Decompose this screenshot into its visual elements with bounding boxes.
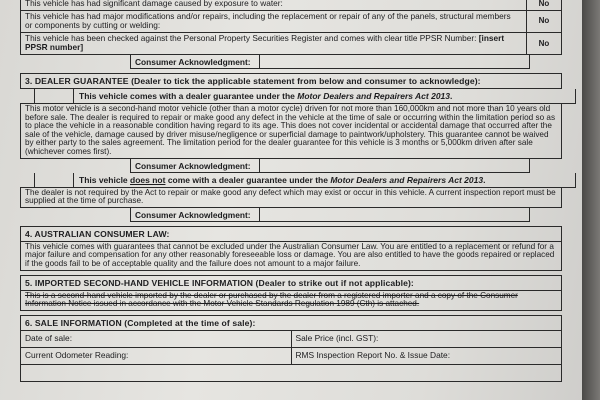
date-of-sale-field[interactable]: Date of sale:	[25, 332, 73, 343]
section-6-heading: 6. SALE INFORMATION (Completed at the time of sale):	[20, 315, 562, 331]
form-row-ppsr	[20, 33, 562, 55]
sale-info-row-2	[20, 348, 562, 365]
section-5-paragraph: This is a second-hand vehicle imported by the dealer or purchased by the dealer from a registered importer and a copy of the Consumer Information Notice issued in accordance with the Motor Vehicle Standards Regulation 1989 (Cth) is attached.	[20, 290, 562, 311]
sale-info-row-3	[20, 365, 562, 382]
sale-info-row-1	[20, 331, 562, 348]
option-2-label: This vehicle does not come with a dealer guarantee under the Motor Dealers and Repairers Act 2013.	[79, 174, 486, 185]
row-value: No	[526, 0, 561, 10]
consumer-acknowledgment-3	[130, 208, 530, 222]
odometer-field[interactable]: Current Odometer Reading:	[25, 349, 129, 360]
option-1-label: This vehicle comes with a dealer guarantee under the Motor Dealers and Repairers Act 2013.	[79, 90, 453, 101]
option-1-checkbox[interactable]	[35, 89, 74, 103]
row-value: No	[526, 11, 561, 32]
section-3-paragraph-2: The dealer is not required by the Act to repair or make good any defect which may exist or occur in this vehicle. A current inspection report must be supplied at the time of purchase.	[20, 187, 562, 208]
section-5-heading: 5. IMPORTED SECOND-HAND VEHICLE INFORMATION (Dealer to strike out if not applicable):	[20, 275, 562, 291]
section-3-heading: 3. DEALER GUARANTEE (Dealer to tick the applicable statement from below and consumer to acknowledge):	[20, 73, 562, 89]
consumer-acknowledgment-1	[130, 55, 530, 69]
ack-label: Consumer Acknowledgment:	[135, 56, 251, 67]
dealer-guarantee-option-2	[34, 173, 576, 188]
form-content	[20, 0, 562, 382]
sale-price-field[interactable]: Sale Price (incl. GST):	[291, 331, 562, 347]
section-3-paragraph-1: This motor vehicle is a second-hand motor vehicle (other than a motor cycle) driven for not more than 160,000km and not more than 10 years old before sale. The dealer is required to repair or make good any defect in the vehicle at the time of sale or occurring within the limitation period so as to place the vehicle in a reasonable condition having regard to its age. This does not cover incidental or accidental damage that occurred after the sale of the vehicle, damage caused by driver misuse/negligence or superficial damage to paintwork/upholstery. This guarantee cannot be waived by either party to the sales agreement. The limitation period for the dealer guarantee for this vehicle is 3 months or 5,000km driven after sale (whichever comes first).	[20, 103, 562, 159]
ack-label: Consumer Acknowledgment:	[135, 209, 251, 220]
option-2-checkbox[interactable]	[35, 173, 74, 187]
rms-inspection-field[interactable]: RMS Inspection Report No. & Issue Date:	[291, 348, 562, 364]
ack-label: Consumer Acknowledgment:	[135, 160, 251, 171]
table-edge-shadow	[582, 0, 600, 400]
blank-field[interactable]	[21, 365, 561, 381]
row-value: No	[526, 33, 561, 54]
section-4-paragraph: This vehicle comes with guarantees that cannot be excluded under the Australian Consumer Law. You are entitled to a replacement or refund for a major failure and compensation for any other reasonably foreseeable loss or damage. You are also entitled to have the goods repaired or replaced if the goods fail to be of acceptable quality and the failure does not amount to a major failure.	[20, 241, 562, 271]
ack-signature-field[interactable]	[259, 159, 529, 172]
form-row-water-damage	[20, 0, 562, 11]
row-text: This vehicle has been checked against the Personal Property Securities Register and comes with clear title PPSR Number: [insert PPSR number]	[25, 32, 505, 53]
form-row-modifications	[20, 11, 562, 33]
row-text: This vehicle has had major modifications and/or repairs, including the replacement or repair of any of the panels, structural members or components by cutting or welding:	[25, 10, 511, 31]
consumer-acknowledgment-2	[130, 159, 530, 173]
ack-signature-field[interactable]	[259, 55, 529, 68]
section-4-heading: 4. AUSTRALIAN CONSUMER LAW:	[20, 226, 562, 242]
row-text: This vehicle has had significant damage caused by exposure to water:	[25, 0, 283, 8]
dealer-guarantee-option-1	[34, 89, 576, 104]
ack-signature-field[interactable]	[259, 208, 529, 221]
